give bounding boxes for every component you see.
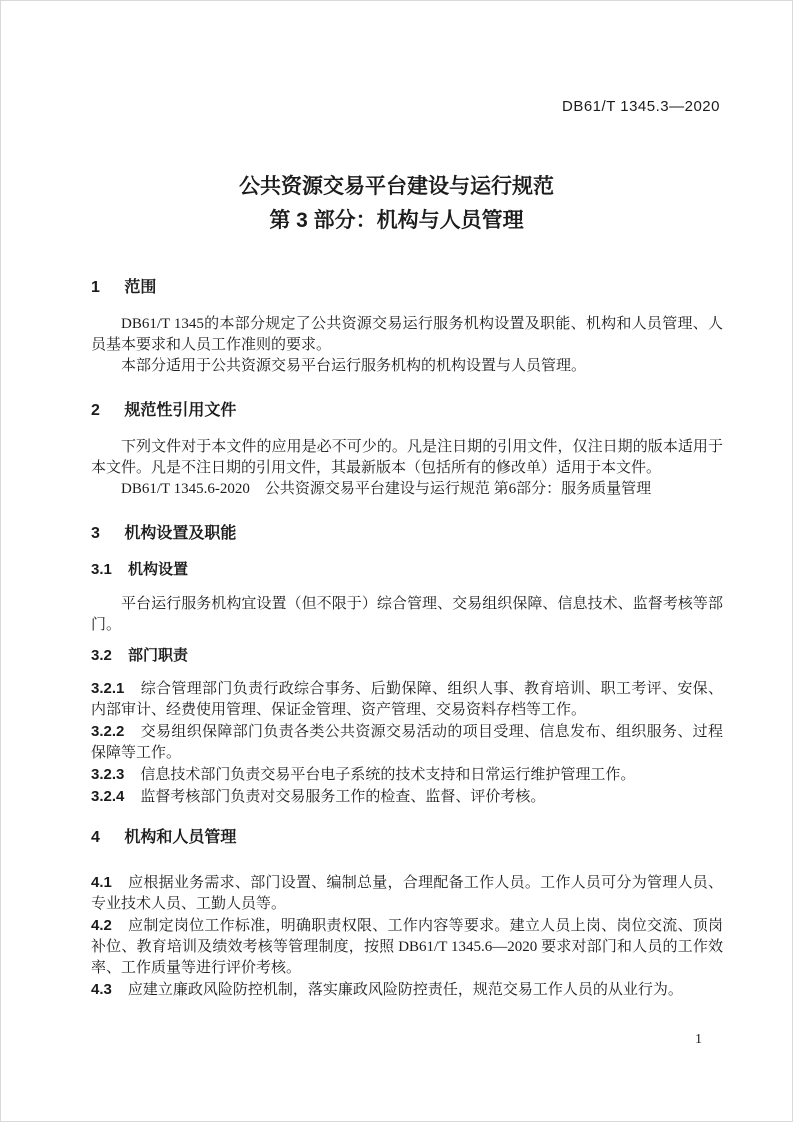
clause-3-2-1-number: 3.2.1: [91, 680, 125, 697]
section-3-2-heading: [91, 646, 723, 666]
section-3-1-paragraph: 平台运行服务机构宜设置（但不限于）综合管理、交易组织保障、信息技术、监督考核等部门。: [91, 596, 723, 633]
clause-3-2-4: [91, 786, 723, 808]
clause-3-2-3-number: 3.2.3: [91, 766, 125, 783]
section-4-number: 4: [91, 829, 100, 846]
section-3-1-title: 机构设置: [128, 561, 189, 578]
clause-4-3-text: 应建立廉政风险防控机制，落实廉政风险防控责任，规范交易工作人员的从业行为。: [127, 982, 683, 998]
section-4-heading: [91, 828, 723, 848]
section-1-paragraph-1: DB61/T 1345的本部分规定了公共资源交易运行服务机构设置及职能、机构和人员管理、人员基本要求和人员工作准则的要求。: [91, 316, 723, 353]
section-1-paragraph-2: 本部分适用于公共资源交易平台运行服务机构的机构设置与人员管理。: [121, 358, 587, 374]
section-1-title: 范围: [124, 279, 157, 296]
section-1-number: 1: [91, 279, 100, 296]
clause-3-2-4-text: 监督考核部门负责对交易服务工作的检查、监督、评价考核。: [140, 789, 546, 805]
clause-3-2-4-number: 3.2.4: [91, 788, 125, 805]
section-2-title: 规范性引用文件: [124, 402, 237, 419]
section-3-heading: [91, 524, 723, 544]
doc-title-line2: 第 3 部分：机构与人员管理: [269, 209, 524, 232]
clause-3-2-1: [91, 678, 723, 721]
doc-number: DB61/T 1345.3—2020: [562, 98, 720, 115]
section-3-number: 3: [91, 525, 100, 542]
clause-4-1: [91, 872, 723, 915]
clause-4-3: [91, 979, 723, 1001]
doc-title: [1, 170, 792, 238]
clause-4-2-text: 应制定岗位工作标准，明确职责权限、工作内容等要求。建立人员上岗、岗位交流、顶岗补位、教育培训及绩效考核等管理制度，按照 DB61/T 1345.6—2020 要求对部门和人员的工作效率、工作质量等进行评价考核。: [91, 918, 723, 976]
section-2-number: 2: [91, 402, 100, 419]
section-3-title: 机构设置及职能: [124, 525, 237, 542]
clause-3-2-3: [91, 764, 723, 786]
clause-3-2-3-text: 信息技术部门负责交易平台电子系统的技术支持和日常运行维护管理工作。: [140, 767, 636, 783]
doc-content: [1, 278, 792, 1001]
clause-4-2-number: 4.2: [91, 917, 112, 934]
clause-3-2-2-text: 交易组织保障部门负责各类公共资源交易活动的项目受理、信息发布、组织服务、过程保障等工作。: [91, 724, 723, 761]
section-4-title: 机构和人员管理: [124, 829, 237, 846]
section-3-1-heading: [91, 560, 723, 580]
section-1-heading: [91, 278, 723, 298]
section-2-reference: DB61/T 1345.6-2020 公共资源交易平台建设与运行规范 第6部分：服务质量管理: [121, 481, 652, 497]
clause-4-1-text: 应根据业务需求、部门设置、编制总量，合理配备工作人员。工作人员可分为管理人员、专业技术人员、工勤人员等。: [91, 875, 723, 912]
doc-title-line1: 公共资源交易平台建设与运行规范: [239, 175, 554, 198]
clause-4-3-number: 4.3: [91, 981, 112, 998]
clause-3-2-1-text: 综合管理部门负责行政综合事务、后勤保障、组织人事、教育培训、职工考评、安保、内部审计、经费使用管理、保证金管理、资产管理、交易资料存档等工作。: [91, 681, 723, 718]
doc-header: [1, 1, 792, 116]
section-3-2-title: 部门职责: [128, 647, 189, 664]
section-3-2-number: 3.2: [91, 647, 112, 664]
section-2-heading: [91, 401, 723, 421]
clause-3-2-2-number: 3.2.2: [91, 723, 125, 740]
clause-4-2: [91, 915, 723, 979]
section-3-1-number: 3.1: [91, 561, 112, 578]
clause-3-2-2: [91, 721, 723, 764]
section-2-paragraph-1: 下列文件对于本文件的应用是必不可少的。凡是注日期的引用文件，仅注日期的版本适用于本文件。凡是不注日期的引用文件，其最新版本（包括所有的修改单）适用于本文件。: [91, 439, 723, 476]
page-number: 1: [695, 1032, 702, 1047]
clause-4-1-number: 4.1: [91, 874, 112, 891]
